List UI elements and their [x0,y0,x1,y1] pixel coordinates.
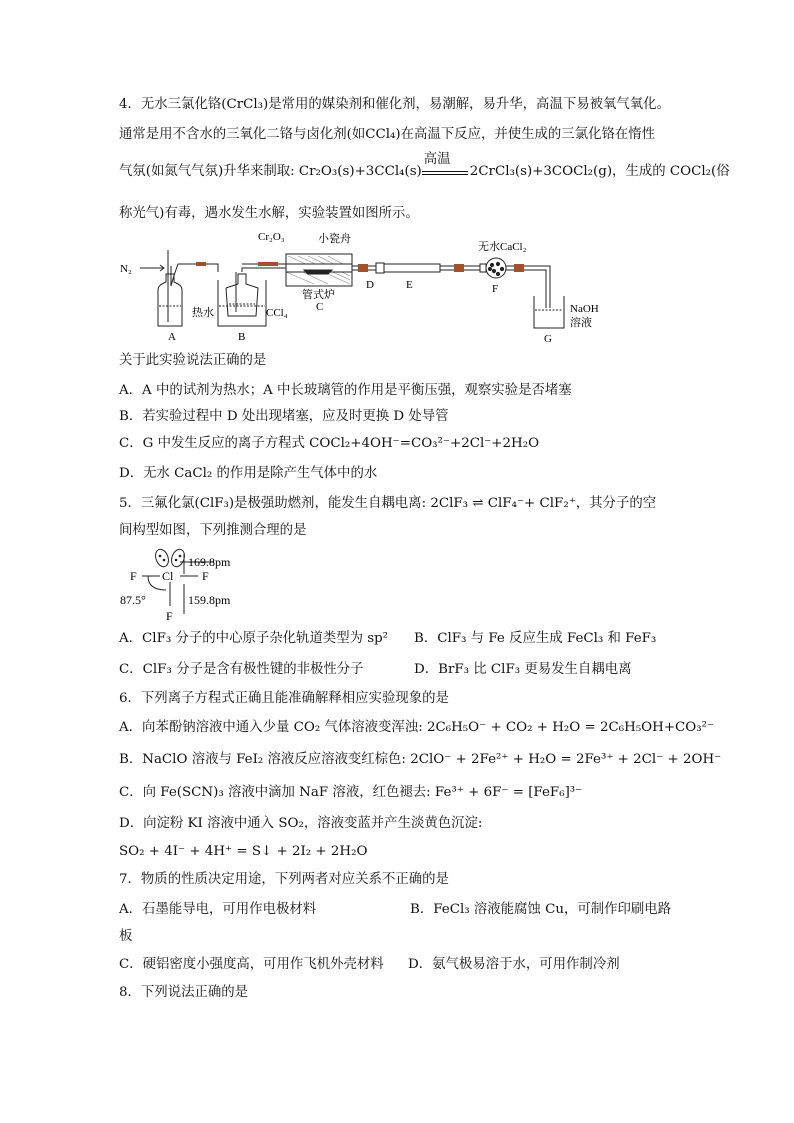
q7-option-c: C．硬铝密度小强度高，可用作飞机外壳材料 [119,957,384,972]
q4-stem: 关于此实验说法正确的是 [119,353,267,368]
q4-line-3 [119,151,730,181]
q4-equation-left: 气氛(如氮气气氛)升华来制取: Cr₂O₃(s)+3CCl₄(s) [119,164,422,179]
solution-label: 溶液 [570,317,592,329]
q6-option-c: C．向 Fe(SCN)₃ 溶液中滴加 NaF 溶液，红色褪去: Fe³⁺ + 6F⁻ = [FeF₆]³⁻ [119,785,583,800]
q7-option-b: B．FeCl₃ 溶液能腐蚀 Cu，可制作印刷电路 [410,902,672,917]
label-e: E [406,279,413,291]
q4-condition-arrow [422,151,470,179]
q7-option-d: D．氨气极易溶于水，可用作制冷剂 [408,957,620,972]
q4-option-a: A．A 中的试剂为热水；A 中长玻璃管的作用是平衡压强，观察实验是否堵塞 [119,383,572,398]
label-a: A [168,331,176,343]
hot-water-label: 热水 [192,307,214,319]
q4-option-c: C．G 中发生反应的离子方程式 COCl₂+4OH⁻=CO₃²⁻+2Cl⁻+2H₂O [119,436,540,451]
label-b: B [238,331,246,343]
q6-stem: 6．下列离子方程式正确且能准确解释相应实验现象的是 [119,691,449,706]
bond-length-1: 169.8pm [188,555,231,569]
atom-cl: Cl [162,569,174,583]
bond-length-2: 159.8pm [188,593,231,607]
label-c: C [316,301,324,313]
furnace-label: 管式炉 [302,289,335,301]
q7-option-b-wrap: 板 [119,929,133,944]
label-g: G [544,333,552,345]
atom-f-left: F [130,569,137,583]
clf3-molecule-diagram [118,544,258,624]
q8-stem: 8．下列说法正确的是 [119,985,249,1000]
q4-option-b: B．若实验过程中 D 处出现堵塞，应及时更换 D 处导管 [119,409,449,424]
apparatus-diagram [118,228,618,346]
q6-option-d-line-2: SO₂ + 4I⁻ + 4H⁺ = S↓ + 2I₂ + 2H₂O [119,844,368,859]
q5-option-d: D．BrF₃ 比 ClF₃ 更易发生自耦电离 [414,662,632,677]
boat-label: 小瓷舟 [318,233,351,245]
q5-option-b: B．ClF₃ 与 Fe 反应生成 FeCl₃ 和 FeF₃ [414,631,657,646]
beaker-g [534,296,564,328]
flask-b [226,274,258,316]
naoh-label: NaOH [570,303,599,315]
n2-label: N₂ [120,263,132,275]
ccl4-label: CCl₄ [266,307,288,319]
cr2o3-label: Cr₂O₃ [258,231,285,243]
q4-line-4: 称光气)有毒，遇水发生水解，实验装置如图所示。 [119,206,419,221]
q5-line-1: 5．三氟化氯(ClF₃)是极强助燃剂，能发生自耦电离: 2ClF₃ ⇌ ClF₄⁻+ ClF₂⁺，其分子的空 [119,496,657,511]
label-d: D [366,279,374,291]
q6-option-a: A．向苯酚钠溶液中通入少量 CO₂ 气体溶液变浑浊: 2C₆H₅O⁻ + CO₂ + H₂O = 2C₆H₅OH+CO₃²⁻ [119,720,715,735]
flask-a [158,274,182,326]
collecting-tube-e [384,264,440,272]
q4-condition-text: 高温 [423,151,451,167]
q4-equation-right: 2CrCl₃(s)+3COCl₂(g)，生成的 COCl₂(俗 [469,164,730,179]
atom-f-right: F [202,569,209,583]
q7-stem: 7．物质的性质决定用途，下列两者对应关系不正确的是 [119,872,449,887]
label-f: F [492,283,499,295]
porcelain-boat [304,270,332,274]
atom-f-bottom: F [166,609,173,623]
q5-option-c: C．ClF₃ 分子是含有极性键的非极性分子 [119,662,364,677]
q6-option-b: B．NaClO 溶液与 FeI₂ 溶液反应溶液变红棕色: 2ClO⁻ + 2Fe²⁺ + H₂O = 2Fe³⁺ + 2Cl⁻ + 2OH⁻ [119,752,722,767]
q4-option-d: D．无水 CaCl₂ 的作用是除产生气体中的水 [119,466,378,481]
lone-pair-1 [153,547,170,568]
beaker-b [218,280,266,326]
cacl2-label: 无水CaCl₂ [478,241,527,253]
q6-option-d-line-1: D．向淀粉 KI 溶液中通入 SO₂，溶液变蓝并产生淡黄色沉淀: [119,816,483,831]
q5-option-a: A．ClF₃ 分子的中心原子杂化轨道类型为 sp² [119,631,389,646]
q4-line-2: 通常是用不含水的三氧化二铬与卤化剂(如CCl₄)在高温下反应，并使生成的三氯化铬在惰性 [119,127,656,142]
bond-angle: 87.5° [120,593,146,607]
q4-line-1: 4．无水三氯化铬(CrCl₃)是常用的媒染剂和催化剂，易潮解，易升华，高温下易被氧气氧化。 [119,97,670,112]
q5-line-2: 间构型如图，下列推测合理的是 [119,523,307,538]
q7-option-a: A．石墨能导电，可用作电极材料 [119,902,317,917]
